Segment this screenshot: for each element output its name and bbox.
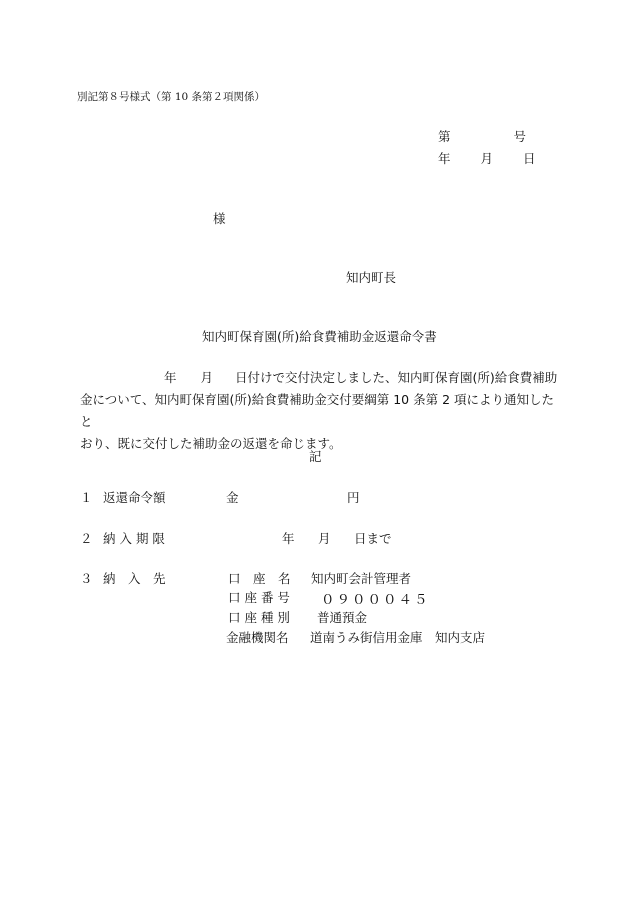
item-1-number: １	[80, 490, 93, 505]
sender-name: 知内町長	[346, 270, 397, 285]
form-number: 別記第８号様式（第 10 条第２項関係）	[77, 91, 266, 103]
body-line-3: おり、既に交付した補助金の返還を命じます。	[80, 436, 342, 451]
item-1-label: 返還命令額	[103, 490, 166, 505]
addressee-suffix: 様	[213, 211, 226, 226]
body-month: 月	[200, 370, 214, 385]
item-3-label: 納 入 先	[103, 571, 166, 586]
item-2-year: 年	[282, 531, 295, 546]
payee-account-number-value: ０９０００４５	[321, 592, 430, 608]
body-line-1-text: 日付けで交付決定しました、知内町保育園(所)給食費補助	[235, 370, 558, 385]
ki-heading: 記	[309, 449, 322, 464]
item-2-day-until: 日まで	[354, 531, 392, 546]
body-line-1	[80, 367, 558, 389]
issue-date-line	[438, 149, 535, 167]
body-line-2: 金について、知内町保育園(所)給食費補助金交付要綱第 10 条第 2 項により通知したと	[80, 392, 555, 429]
item-3-number: ３	[80, 571, 93, 586]
date-year: 年	[438, 151, 451, 166]
document-number-line	[438, 127, 526, 145]
item-1-en: 円	[347, 490, 360, 505]
payee-bank-value: 道南うみ街信用金庫 知内支店	[310, 630, 486, 645]
item-1-kin: 金	[226, 490, 239, 505]
item-2-label: 納 入 期 限	[103, 531, 165, 546]
payee-account-name-value: 知内町会計管理者	[311, 571, 412, 586]
date-month: 月	[480, 151, 493, 166]
doc-number-prefix: 第	[438, 129, 451, 144]
doc-number-suffix: 号	[513, 129, 526, 144]
date-day: 日	[522, 151, 536, 166]
body-year: 年	[164, 370, 177, 385]
payee-bank-key: 金融機関名	[226, 630, 289, 645]
payee-account-type-value: 普通預金	[317, 610, 368, 625]
item-2-month: 月	[318, 531, 331, 546]
item-2-number: ２	[80, 531, 93, 546]
payee-account-name-key: 口 座 名	[228, 571, 291, 586]
document-title: 知内町保育園(所)給食費補助金返還命令書	[202, 329, 437, 344]
body-paragraph	[80, 367, 558, 455]
payee-account-number-key: 口 座 番 号	[228, 590, 290, 605]
payee-account-type-key: 口 座 種 別	[228, 610, 290, 625]
